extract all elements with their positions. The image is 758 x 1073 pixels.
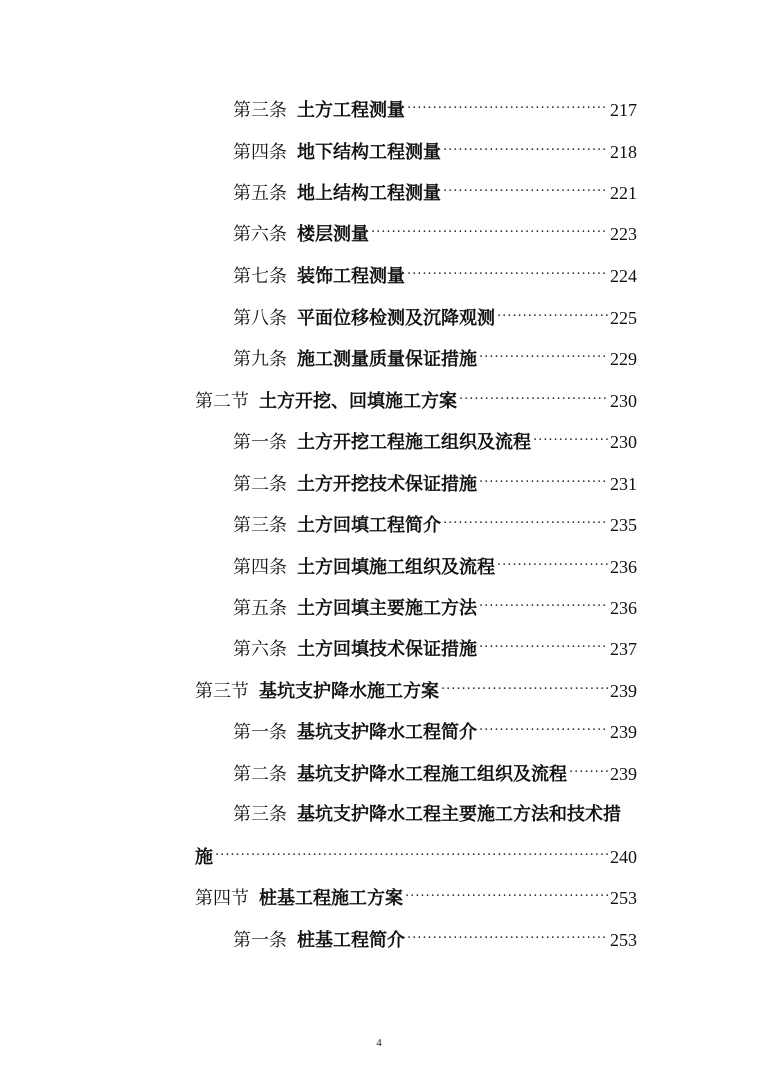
toc-entry-page: 236	[610, 598, 637, 618]
dot-leader	[441, 679, 608, 697]
dot-leader	[533, 430, 608, 448]
toc-entry-page: 224	[610, 266, 637, 286]
dot-leader	[479, 347, 608, 365]
toc-entry-number: 第一条	[233, 722, 287, 743]
toc-entry-number: 第三条	[233, 100, 287, 121]
toc-section-number: 第二节	[195, 391, 249, 412]
toc-entry-page: 253	[610, 930, 637, 950]
toc-entry-number: 第一条	[233, 930, 287, 951]
toc-entry-continuation[interactable]	[195, 845, 637, 870]
toc-section-title: 桩基工程施工方案	[259, 888, 403, 909]
toc-entry[interactable]	[233, 928, 637, 953]
toc-section-title: 土方开挖、回填施工方案	[259, 391, 457, 412]
toc-section-page: 253	[610, 888, 637, 908]
toc-entry-page: 229	[610, 349, 637, 369]
toc-entry[interactable]	[233, 513, 637, 538]
toc-section-entry[interactable]	[195, 886, 637, 911]
toc-section-number: 第三节	[195, 681, 249, 702]
dot-leader	[443, 181, 608, 199]
toc-entry-title: 桩基工程简介	[297, 930, 405, 951]
page-number: 4	[376, 1037, 382, 1049]
toc-entry-title: 平面位移检测及沉降观测	[297, 308, 495, 329]
toc-entry[interactable]	[233, 596, 637, 621]
toc-entry-page: 231	[610, 474, 637, 494]
dot-leader	[479, 720, 608, 738]
toc-entry-number: 第二条	[233, 764, 287, 785]
toc-section-number: 第四节	[195, 888, 249, 909]
toc-entry[interactable]	[233, 762, 637, 787]
dot-leader	[407, 264, 608, 282]
toc-section-entry[interactable]	[195, 389, 637, 414]
dot-leader	[215, 845, 608, 863]
toc-entry-page: 239	[610, 722, 637, 742]
toc-entry-title: 土方回填主要施工方法	[297, 598, 477, 619]
toc-entry-title: 基坑支护降水工程主要施工方法和技术措	[297, 804, 621, 825]
toc-section-page: 239	[610, 681, 637, 701]
toc-entry-page: 218	[610, 142, 637, 162]
toc-entry[interactable]	[233, 264, 637, 289]
toc-entry[interactable]	[233, 555, 637, 580]
toc-entry-number: 第六条	[233, 639, 287, 660]
toc-entry-number: 第三条	[233, 804, 287, 825]
toc-entry-title: 土方回填技术保证措施	[297, 639, 477, 660]
toc-entry-page: 223	[610, 224, 637, 244]
toc-entry-number: 第九条	[233, 349, 287, 370]
toc-entry-number: 第六条	[233, 224, 287, 245]
dot-leader	[479, 472, 608, 490]
toc-entry[interactable]	[233, 430, 637, 455]
toc-entry-page: 221	[610, 183, 637, 203]
toc-entry-title: 地下结构工程测量	[297, 142, 441, 163]
toc-entry[interactable]	[233, 472, 637, 497]
toc-entry-title: 土方开挖工程施工组织及流程	[297, 432, 531, 453]
toc-entry-page: 217	[610, 100, 637, 120]
toc-section-page: 230	[610, 391, 637, 411]
dot-leader	[407, 98, 608, 116]
toc-entry-title: 楼层测量	[297, 224, 369, 245]
toc-entry-title: 土方工程测量	[297, 100, 405, 121]
toc-entry-page: 240	[610, 847, 637, 867]
toc-entry-page: 239	[610, 764, 637, 784]
toc-entry-number: 第四条	[233, 557, 287, 578]
toc-entry[interactable]	[233, 140, 637, 165]
toc-entry-number: 第七条	[233, 266, 287, 287]
toc-entry-number: 第一条	[233, 432, 287, 453]
toc-entry-number: 第三条	[233, 515, 287, 536]
toc-entry-number: 第二条	[233, 474, 287, 495]
toc-entry-page: 230	[610, 432, 637, 452]
toc-entry[interactable]	[233, 98, 637, 123]
dot-leader	[479, 637, 608, 655]
dot-leader	[407, 928, 608, 946]
toc-entry-page: 236	[610, 557, 637, 577]
toc-entry[interactable]	[233, 637, 637, 662]
toc-entry-page: 225	[610, 308, 637, 328]
dot-leader	[497, 306, 608, 324]
toc-entry-page: 235	[610, 515, 637, 535]
toc-section-entry[interactable]	[195, 679, 637, 704]
toc-entry-title: 装饰工程测量	[297, 266, 405, 287]
toc-entry-title: 土方回填工程简介	[297, 515, 441, 536]
toc-entry-number: 第五条	[233, 598, 287, 619]
toc-entry-number: 第八条	[233, 308, 287, 329]
toc-entry-title-continuation: 施	[195, 847, 213, 868]
toc-entry-number: 第四条	[233, 142, 287, 163]
dot-leader	[443, 140, 608, 158]
toc-entry-page: 237	[610, 639, 637, 659]
toc-entry-title: 施工测量质量保证措施	[297, 349, 477, 370]
dot-leader	[443, 513, 608, 531]
toc-entry-title: 土方开挖技术保证措施	[297, 474, 477, 495]
toc-entry[interactable]	[233, 222, 637, 247]
toc-entry[interactable]	[233, 306, 637, 331]
dot-leader	[497, 555, 608, 573]
toc-section-title: 基坑支护降水施工方案	[259, 681, 439, 702]
toc-entry-title: 土方回填施工组织及流程	[297, 557, 495, 578]
toc-entry-title: 地上结构工程测量	[297, 183, 441, 204]
dot-leader	[569, 762, 608, 780]
toc-entry[interactable]	[233, 720, 637, 745]
toc-entry[interactable]	[233, 803, 637, 827]
dot-leader	[479, 596, 608, 614]
dot-leader	[371, 222, 608, 240]
toc-entry-title: 基坑支护降水工程简介	[297, 722, 477, 743]
toc-entry-number: 第五条	[233, 183, 287, 204]
toc-entry[interactable]	[233, 181, 637, 206]
dot-leader	[459, 389, 608, 407]
dot-leader	[405, 886, 608, 904]
toc-entry[interactable]	[233, 347, 637, 372]
toc-entry-title: 基坑支护降水工程施工组织及流程	[297, 764, 567, 785]
